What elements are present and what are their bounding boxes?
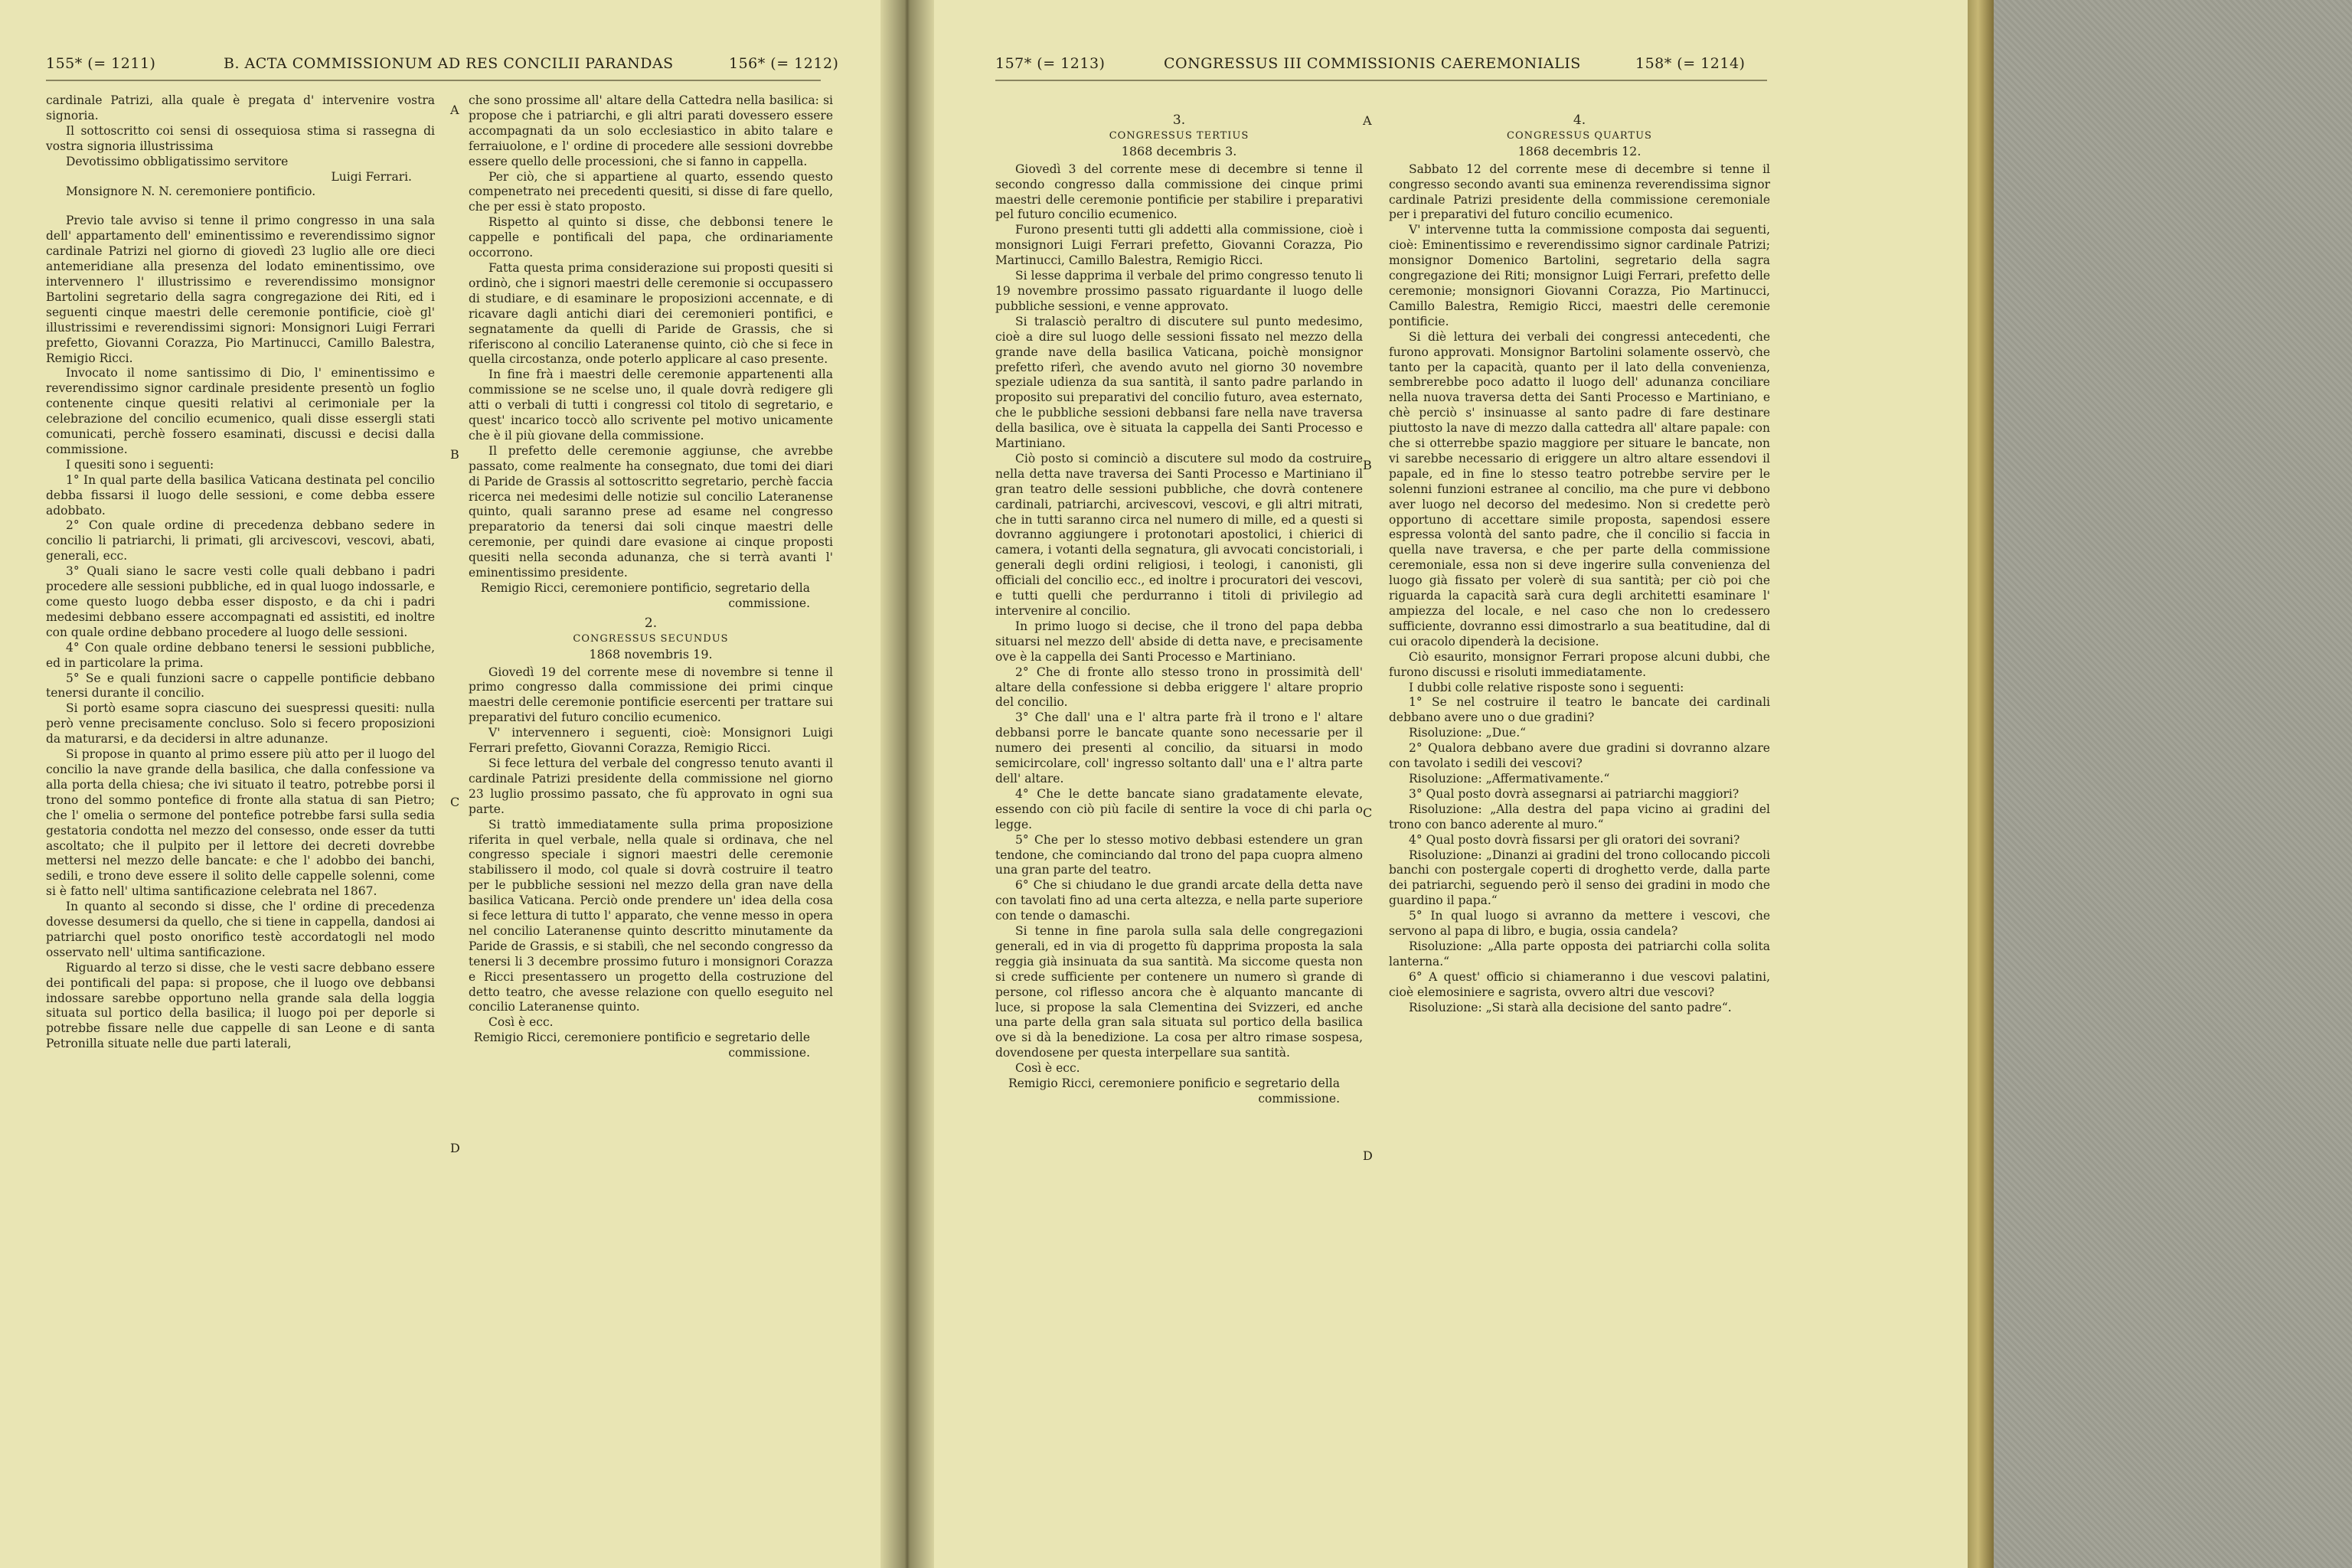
paragraph: 1° In qual parte della basilica Vaticana destinata pel concilio debba fissarsi il luogo delle sessioni, e come debba essere adobbato. [46,472,435,518]
addressee: Monsignore N. N. ceremoniere pontificio. [66,185,316,199]
paragraph: Risoluzione: „Affermativamente.“ [1409,771,1610,786]
paragraph: I dubbi colle relative risposte sono i seguenti: [1409,680,1684,694]
paragraph: Risoluzione: „Due.“ [1409,726,1527,740]
paragraph: Fatta questa prima considerazione sui proposti quesiti si ordinò, che i signori maestri delle ceremonie si occupassero di studiare, e di esaminare le proposizioni accennate, e di ricavare dagli antichi diari dei ceremonieri pontifici, e segnatamente da quelli di Paride de Grassis, che si riferiscono al concilio Lateranense quinto, ciò che si fece in quella circostanza, onde poterlo applicare al caso presente. [469,260,833,367]
paragraph: In primo luogo si decise, che il trono del papa debba situarsi nel mezzo dell' abside di detta nave, e precisamente ove è la cappella dei Santi Processo e Martiniano. [995,619,1363,664]
paragraph: I quesiti sono i seguenti: [66,457,214,472]
section-number: 3. [1172,113,1186,128]
section-number: 2. [644,615,658,631]
right-column-1 [995,109,1363,1107]
paragraph: 5° In qual luogo si avranno da mettere i vescovi, che servono al papa di libro, e bugia, ossia candela? [1389,909,1770,939]
paragraph: 3° Qual posto dovrà assegnarsi ai patriarchi maggiori? [1409,786,1740,801]
left-page-number-a: 155* (= 1211) [46,55,156,72]
margin-marker-a: A [1363,113,1372,128]
paragraph: Giovedì 19 del corrente mese di novembre si tenne il primo congresso dalla commissione dei primi cinque maestri delle ceremonie pontificie esercenti per trattare sui preparativi del futuro concilio ecumenico. [469,665,833,725]
paragraph: cardinale Patrizi, alla quale è pregata d' intervenire vostra signoria. [46,93,435,122]
paragraph: 1° Se nel costruire il teatro le bancate dei cardinali debbano avere uno o due gradini? [1389,695,1770,725]
margin-marker-c: C [1363,805,1373,820]
paragraph: 4° Che le dette bancate siano gradatamente elevate, essendo con ciò più facile di sentire la voce di chi parla o legge. [995,786,1363,831]
paragraph: 6° A quest' officio si chiameranno i due vescovi palatini, cioè elemosiniere e sagrista, ovvero altri due vescovi? [1389,969,1770,999]
margin-marker-d: D [1363,1148,1373,1163]
paragraph: 4° Con quale ordine debbano tenersi le sessioni pubbliche, ed in particolare la prima. [46,640,435,670]
paragraph: 6° Che si chiudano le due grandi arcate della detta nave con tavolati fino ad una certa altezza, e nella parte superiore con tende o damaschi. [995,878,1363,923]
right-column-2 [1389,109,1770,1015]
right-page-number-b: 158* (= 1214) [1635,55,1746,72]
paragraph: Così è ecc. [1015,1061,1080,1076]
paragraph: 2° Che di fronte allo stesso trono in prossimità dell' altare della confessione si debba eriggere l' altare proprio del concilio. [995,665,1363,710]
page-block-edge [1968,0,1994,1568]
margin-marker-b: B [1363,458,1372,472]
paragraph: Si lesse dapprima il verbale del primo congresso tenuto li 19 novembre prossimo passato riguardante il luogo delle pubbliche sessioni, e venne approvato. [995,269,1363,313]
margin-marker-a: A [450,103,459,117]
section-title: CONGRESSUS TERTIUS [1109,129,1250,142]
header-rule [46,80,821,81]
paragraph: 2° Con quale ordine di precedenza debbano sedere in concilio li patriarchi, li primati, gli arcivescovi, vescovi, abati, generali, ecc. [46,518,435,564]
paragraph: Giovedì 3 del corrente mese di decembre si tenne il secondo congresso dalla commissione dei cinque primi maestri delle ceremonie pontificie per stabilire i preparativi pel futuro concilio ecumenico. [995,162,1363,222]
section-date: 1868 novembris 19. [589,646,713,662]
signature: Remigio Ricci, ceremoniere pontificio e segretario delle commissione. [473,1031,810,1060]
paragraph: Risoluzione: „Si starà alla decisione del santo padre“. [1409,1000,1732,1014]
header-rule [995,80,1767,81]
margin-marker-d: D [450,1141,460,1155]
book-gutter [880,0,934,1568]
paragraph: Il prefetto delle ceremonie aggiunse, che avrebbe passato, come realmente ha consegnato, due tomi dei diari di Paride de Grassis al sottoscritto segretario, perchè faccia ricerca nei medesimi delle notizie sul concilio Lateranense quinto, quali saranno prese ad esame nel congresso preparatorio da tenersi dai soli cinque maestri delle ceremonie, per quindi dare evasione ai cinque proposti quesiti nella seconda adunanza, che si terrà avanti l' eminentissimo presidente. [469,443,833,580]
left-page [0,0,911,1568]
background-surface [1991,0,2352,1568]
paragraph: Così è ecc. [488,1015,554,1030]
paragraph: Furono presenti tutti gli addetti alla commissione, cioè i monsignori Luigi Ferrari prefetto, Giovanni Corazza, Pio Martinucci, Camillo Balestra, Remigio Ricci. [995,223,1363,268]
paragraph: Si tralasciò peraltro di discutere sul punto medesimo, cioè a dire sul luogo delle sessioni fissato nel mezzo della grande nave della basilica Vaticana, poichè monsignor prefetto riferì, che avendo avuto nel giorno 30 novembre speziale udienza da sua santità, il santo padre parlando in proposito sui preparativi del concilio futuro, avea esternato, che le pubbliche sessioni debbansi fare nella nave traversa della basilica, ove è situata la cappella dei Santi Processo e Martiniano. [995,314,1363,451]
paragraph: In fine frà i maestri delle ceremonie appartenenti alla commissione se ne scelse uno, il quale dovrà redigere gli atti o verbali di tutti i congressi col titolo di segretario, e quest' incarico toccò allo scrivente pel motivo unicamente che è il più giovane della commissione. [469,368,833,443]
left-column-1 [46,93,435,1052]
paragraph: Rispetto al quinto si disse, che debbonsi tenere le cappelle e pontificali del papa, che ordinariamente occorrono. [469,215,833,260]
paragraph: Risoluzione: „Dinanzi ai gradini del trono collocando piccoli banchi con postergale coperti di droghetto verde, dalla parte dei patriarchi, seguendo però il senso dei gradini in modo che guardino il papa.“ [1389,848,1770,908]
paragraph: Ciò posto si cominciò a discutere sul modo da costruire nella detta nave traversa dei Santi Processo e Martiniano il gran teatro delle sessioni pubbliche, che dovrà contenere cardinali, patriarchi, arcivescovi, vescovi, e gli altri mitrati, che in tutti saranno circa nel numero di mille, ed a questi si dovranno aggiungere i protonotari apostolici, i chierici di camera, i votanti della segnatura, gli avvocati concistoriali, i generali degli ordini religiosi, i teologi, i canonisti, gli officiali del concilio ecc., ed inoltre i procuratori dei vescovi, e tutti quelli che perdurranno i titoli di privilegio ad intervenire al concilio. [995,451,1363,618]
left-page-number-b: 156* (= 1212) [729,55,839,72]
paragraph: 3° Che dall' una e l' altra parte frà il trono e l' altare debbansi porre le bancate quante sono necessarie per il numero dei presenti al concilio, da situarsi in modo semicircolare, coll' ingresso soltanto dall' una e l' altra parte dell' altare. [995,710,1363,786]
paragraph: V' intervennero i seguenti, cioè: Monsignori Luigi Ferrari prefetto, Giovanni Corazza, Remigio Ricci. [469,726,833,756]
paragraph: 2° Qualora debbano avere due gradini si dovranno alzare con tavolato i sedili dei vescovi? [1389,741,1770,771]
spacer [46,200,435,214]
paragraph: Risoluzione: „Alla parte opposta dei patriarchi colla solita lanterna.“ [1389,939,1770,969]
paragraph: 5° Che per lo stesso motivo debbasi estendere un gran tendone, che cominciando dal trono del papa cuopra almeno una gran parte del teatro. [995,832,1363,877]
left-running-title: B. ACTA COMMISSIONUM AD RES CONCILII PARANDAS [224,55,674,72]
left-column-2 [469,93,833,1061]
paragraph: Ciò esaurito, monsignor Ferrari propose alcuni dubbi, che furono discussi e risoluti immediatamente. [1389,649,1770,679]
signature: Luigi Ferrari. [331,169,412,184]
paragraph: 5° Se e quali funzioni sacre o cappelle pontificie debbano tenersi durante il concilio. [46,671,435,701]
right-running-title: CONGRESSUS III COMMISSIONIS CAEREMONIALIS [1164,55,1581,72]
margin-marker-b: B [450,447,459,462]
right-page [900,0,1991,1568]
paragraph: Previo tale avviso si tenne il primo congresso in una sala dell' appartamento dell' eminentissimo e reverendissimo signor cardinale Patrizi nel giorno di giovedì 23 luglio alle ore dieci antemeridiane alla presenza del lodato eminentissimo, ove intervennero l' illustrissimo e reverendissimo monsignor Bartolini segretario della sagra congregazione dei Riti, ed i seguenti cinque maestri delle ceremonie pontificie, cioè gl' illustrissimi e reverendissimi signori: Monsignori Luigi Ferrari prefetto, Giovanni Corazza, Pio Martinucci, Camillo Balestra, Remigio Ricci. [46,214,435,365]
paragraph: V' intervenne tutta la commissione composta dai seguenti, cioè: Eminentissimo e reverendissimo signor cardinale Patrizi; monsignor Domenico Bartolini, segretario della sagra congregazione dei Riti; monsignor Luigi Ferrari, prefetto delle ceremonie; monsignori Giovanni Corazza, Pio Martinucci, Camillo Balestra, Remigio Ricci, maestri delle ceremonie pontificie. [1389,223,1770,328]
paragraph: 4° Qual posto dovrà fissarsi per gli oratori dei sovrani? [1409,832,1740,847]
paragraph: Risoluzione: „Alla destra del papa vicino ai gradini del trono con banco aderente al muro.“ [1389,802,1770,831]
paragraph: Si fece lettura del verbale del congresso tenuto avanti il cardinale Patrizi presidente della commissione nel giorno 23 luglio prossimo passato, che fù approvato in ogni sua parte. [469,756,833,816]
section-number: 4. [1573,113,1586,128]
paragraph: Si diè lettura dei verbali dei congressi antecedenti, che furono approvati. Monsignor Bartolini solamente osservò, che tanto per la capacità, quanto per il lato della convenienza, sembrerebbe poco adatto il luogo dell' adunanza conciliare nella nuova traversa detta dei Santi Processo e Martiniano, e chè perciò s' insinuasse al santo padre di fare destinare piuttosto la nave di mezzo dalla cattedra all' altare papale: con che si otterrebbe spazio maggiore per situare le bancate, non vi sarebbe necessario di eriggere un altro altare essendovi il papale, ed in fine lo stesso teatro potrebbe servire per le solenni funzioni estranee al concilio, ma che pure vi debbono aver luogo nel decorso del medesimo. Non si credette però opportuno di accettare simile proposta, sapendosi essere espressa volontà del santo padre, che il concilio si faccia in quella nave traversa, e che per parte della commissione ceremoniale, essa non si deve ingerire sulla convenienza del luogo già fissato per volerè di sua santità; per ciò poi che riguarda la capacità sarà cura degli architetti esaminare l' ampiezza del locale, e nel caso che non lo credessero sufficiente, dovranno essi dimostrarlo a sua beatitudine, dal di cui oracolo dipenderà la decisione. [1389,329,1770,648]
paragraph: Riguardo al terzo si disse, che le vesti sacre debbano essere dei pontificali del papa: si propose, che il luogo ove debbansi indossare sarebbe opportuno nella grande sala della loggia situata sul portico della basilica; il luogo poi per deporle si potrebbe fissare nelle due cappelle di san Leone e di santa Petronilla situate nelle due parti laterali, [46,960,435,1051]
section-date: 1868 decembris 12. [1517,143,1642,158]
paragraph: Per ciò, che si appartiene al quarto, essendo questo compenetrato nei precedenti quesiti, si disse di fare quello, che per essi è stato proposto. [469,169,833,214]
section-title: CONGRESSUS SECUNDUS [573,632,729,645]
paragraph: Devotissimo obbligatissimo servitore [66,154,289,168]
paragraph: Si trattò immediatamente sulla prima proposizione riferita in quel verbale, nella quale si ordinava, che nel congresso speciale i signori maestri delle ceremonie stabilissero il modo, col quale si dovrà costruire il teatro per le pubbliche sessioni nel mezzo della gran nave della basilica Vaticana. Perciò onde prendere un' idea della cosa si fece lettura di tutto l' apparato, che venne messo in opera nel concilio Lateranense quinto descritto minutamente da Paride de Grassis, e si stabilì, che nel secondo congresso da tenersi li 3 decembre prossimo futuro i monsignori Corazza e Ricci presentassero un progetto della costruzione del detto teatro, che avesse relazione con quello eseguito nel concilio Lateranense quinto. [469,817,833,1014]
paragraph: In quanto al secondo si disse, che l' ordine di precedenza dovesse desumersi da quello, che si tiene in cappella, dandosi ai patriarchi quel posto onorifico testè accordatogli nel modo osservato nell' ultima santificazione. [46,900,435,959]
paragraph: Invocato il nome santissimo di Dio, l' eminentissimo e reverendissimo signor cardinale presidente presentò un foglio contenente cinque quesiti relativi al cerimoniale per la celebrazione del concilio ecumenico, quali disse essergli stati comunicati, perchè fossero esaminati, discussi e decisi dalla commissione. [46,366,435,456]
section-date: 1868 decembris 3. [1121,143,1237,158]
paragraph: Sabbato 12 del corrente mese di decembre si tenne il congresso secondo avanti sua eminenza reverendissima signor cardinale Patrizi presidente della commissione ceremoniale per i preparativi del futuro concilio ecumenico. [1389,162,1770,222]
paragraph: 3° Quali siano le sacre vesti colle quali debbano i padri procedere alle sessioni pubbliche, ed in qual luogo indossarle, e come questo luogo debba esser disposto, e da chi i padri medesimi debbano essere accompagnati ed assistiti, ed inoltre con quale ordine debbano procedere al luogo delle sessioni. [46,564,435,639]
right-page-number-a: 157* (= 1213) [995,55,1106,72]
margin-marker-c: C [450,795,460,809]
paragraph: Si tenne in fine parola sulla sala delle congregazioni generali, ed in via di progetto fù dapprima proposta la sala reggia già insinuata da sua santità. Ma siccome questa non si crede sufficiente per contenere un numero sì grande di persone, col riflesso ancora che è alquanto mancante di luce, si propose la sala Clementina dei Svizzeri, ed anche una parte della gran sala situata sul portico della basilica ove si dà la benedizione. La cosa per altro rimase sospesa, dovendosene per questa interpellare sua santità. [995,924,1363,1060]
paragraph: Si portò esame sopra ciascuno dei suespressi quesiti: nulla però venne precisamente concluso. Solo si fecero proposizioni da maturarsi, e da decidersi in altre adunanze. [46,701,435,746]
signature: Remigio Ricci, ceremoniere pontificio, segretario della commissione. [480,581,810,610]
paragraph: che sono prossime all' altare della Cattedra nella basilica: si propose che i patriarchi, e gli altri parati dovessero essere accompagnati da un solo ecclesiastico in abito talare e ferraiuolone, e l' ordine di procedere alle sessioni dovrebbe essere quello delle processioni, che si fanno in cappella. [469,93,833,168]
signature: Remigio Ricci, ceremoniere ponificio e segretario della commissione. [1008,1076,1340,1106]
paragraph: Si propose in quanto al primo essere più atto per il luogo del concilio la nave grande della basilica, che dalla confessione va alla porta della chiesa; che ivi situato il teatro, potrebbe porsi il trono del sommo pontefice di fronte alla statua di san Pietro; che l' omelia o sermone del pontefice potrebbe farsi sulla sedia gestatoria condotta nel mezzo del consesso, onde esser da tutti ascoltato; che il pulpito per il lettore dei decreti dovrebbe mettersi nel mezzo delle bancate: e che l' adobbo dei banchi, sedili, e trono deve essere il solito delle cappelle solenni, come si è fatto nell' ultima santificazione celebrata nel 1867. [46,747,435,899]
section-title: CONGRESSUS QUARTUS [1507,129,1652,142]
paragraph: Il sottoscritto coi sensi di ossequiosa stima si rassegna di vostra signoria illustrissima [46,123,435,153]
